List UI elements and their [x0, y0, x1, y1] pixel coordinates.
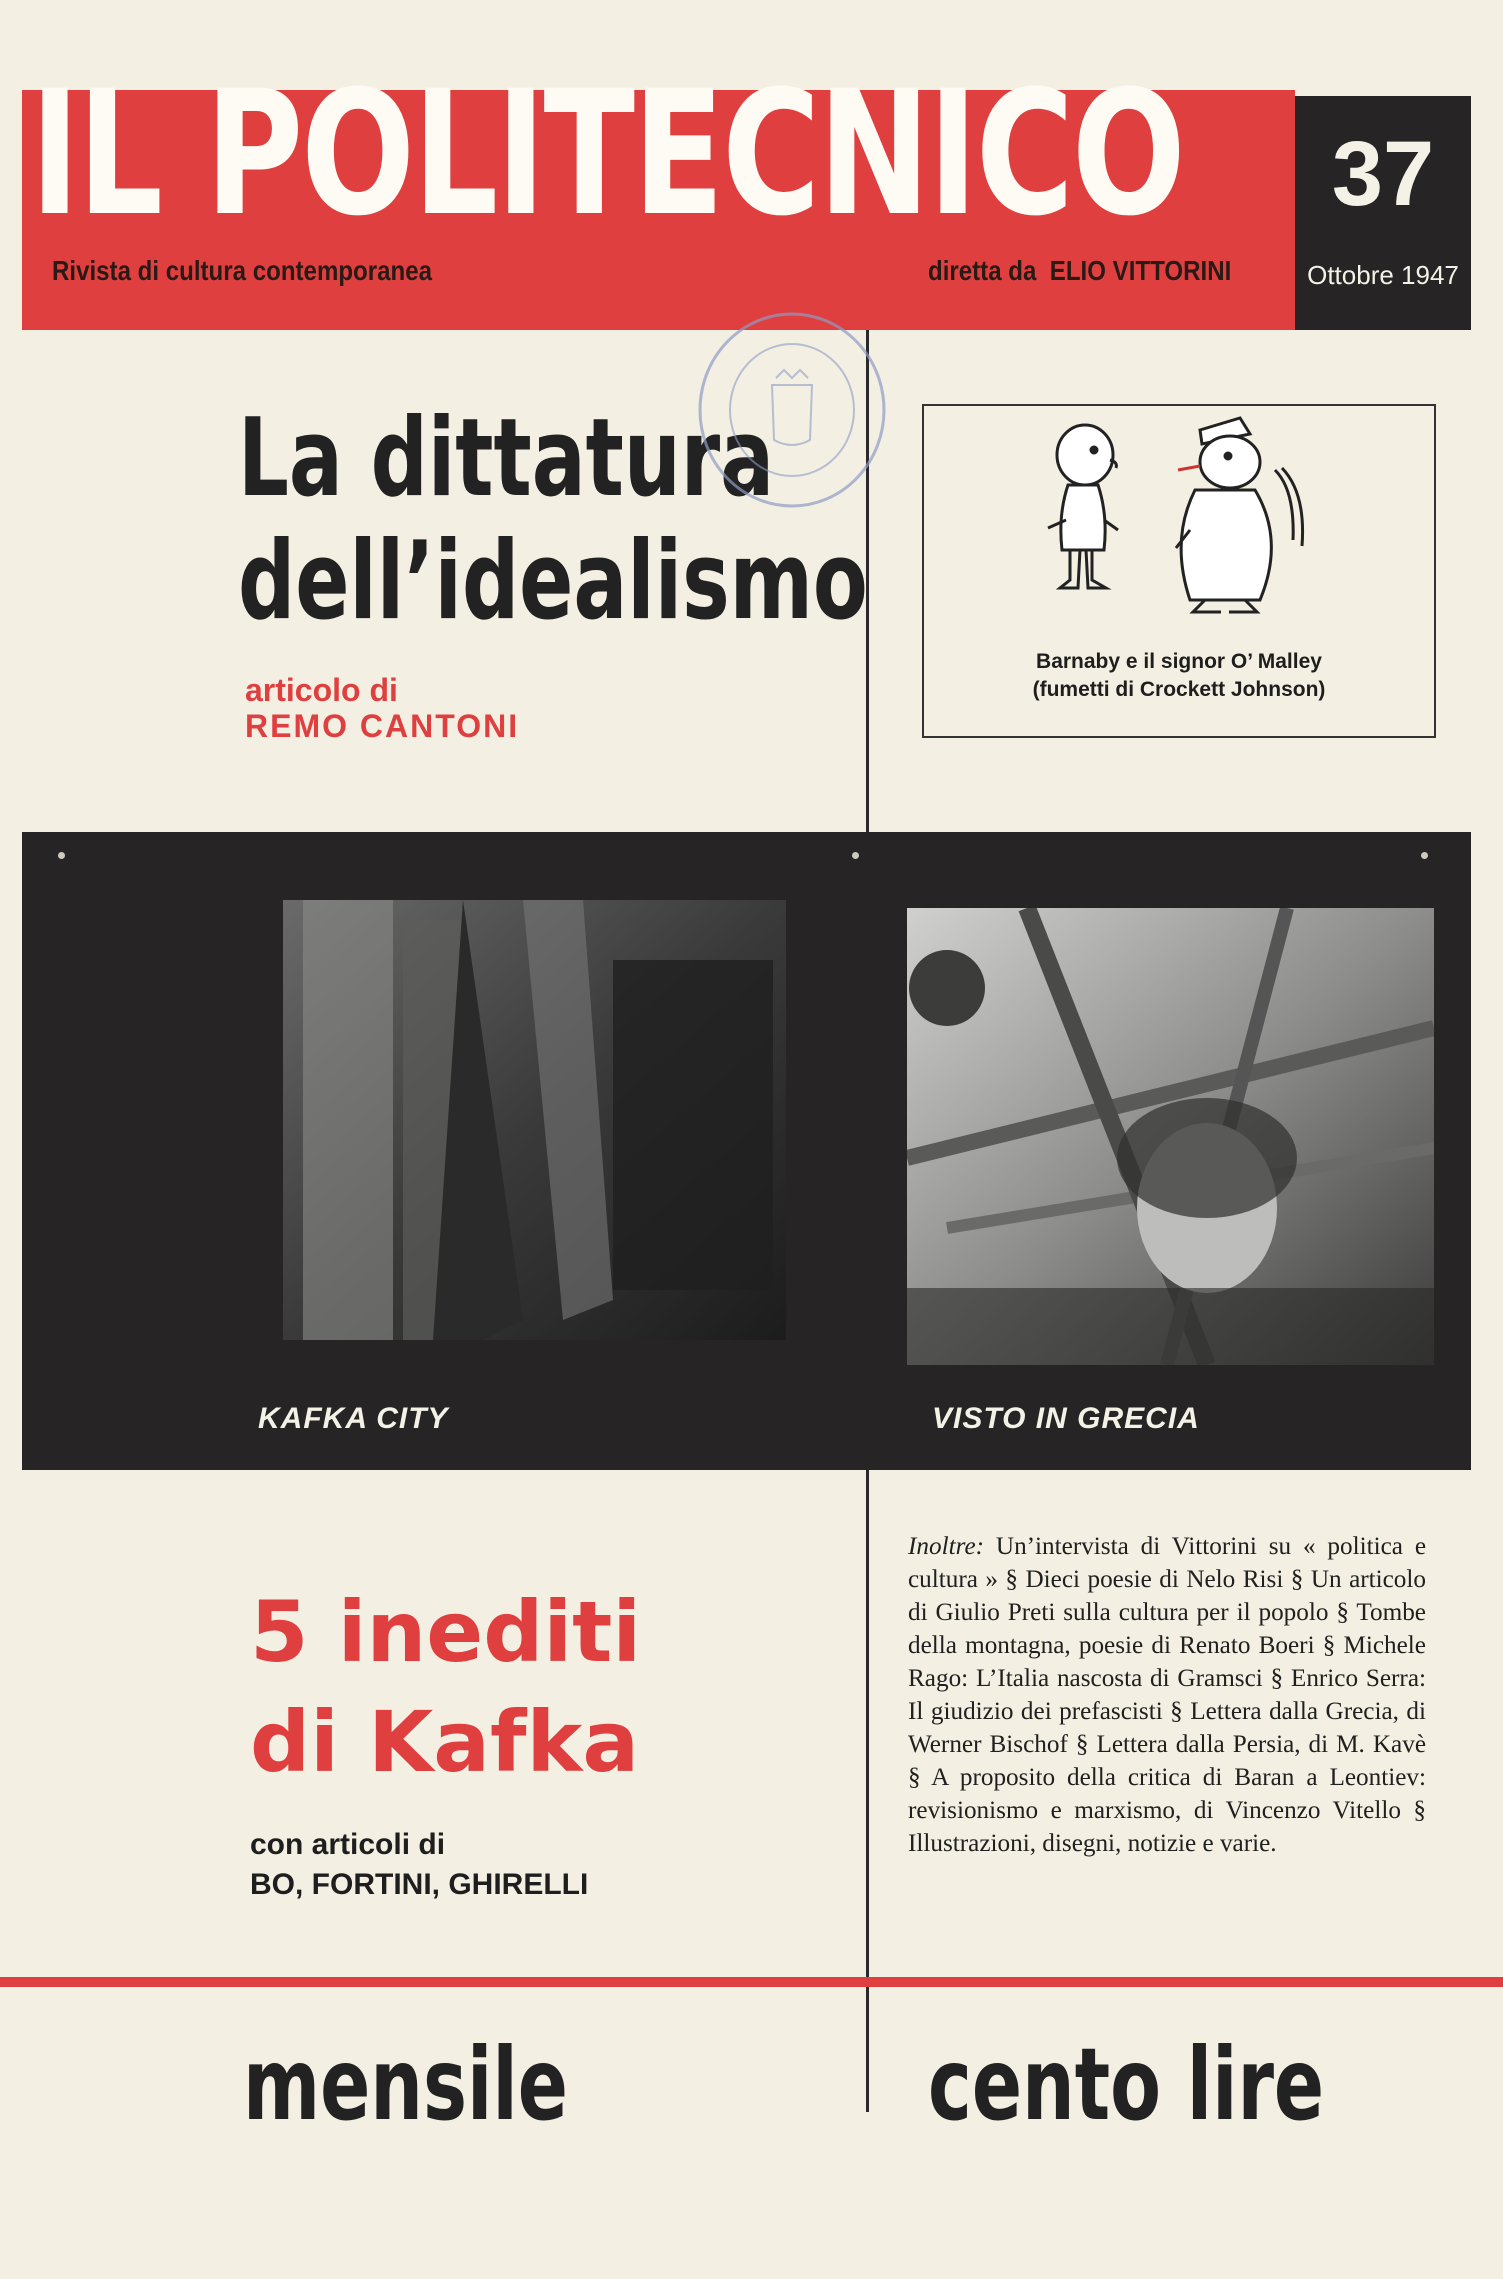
lead-byline-prefix: articolo di	[245, 672, 398, 708]
registration-dot	[852, 852, 859, 859]
kafka-byline-prefix: con articoli di	[250, 1828, 446, 1861]
contents-text: Un’intervista di Vittorini su « politica e cultura » § Dieci poesie di Nelo Risi § Un articolo di Giulio Preti sulla cultura per il popolo § Tombe della montagna, poesie di Renato Boeri § Michele Rago: L’Italia nascosta di Gramsci § Enrico Serra: Il giudizio dei prefascisti § Lettera dalla Grecia, di Werner Bischof § Lettera dalla Persia, di M. Kavè § A proposito della critica di Baran a Leontiev: revisionismo e marxismo, di Vincenzo Vitello § Illustrazioni, disegni, notizie e varie.	[908, 1533, 1427, 1857]
footer-red-rule	[0, 1977, 1503, 1987]
cartoon-caption-line1: Barnaby e il signor O’ Malley	[1036, 650, 1322, 673]
photo-caption-right: VISTO IN GRECIA	[932, 1402, 1200, 1435]
registration-dot	[58, 852, 65, 859]
photo-caption-left: KAFKA CITY	[258, 1402, 449, 1435]
kafka-authors: BO, FORTINI, GHIRELLI	[250, 1868, 589, 1901]
footer-price: cento lire	[928, 2026, 1325, 2143]
issue-date: Ottobre 1947	[1307, 260, 1459, 290]
cartoon-illustration-icon	[1030, 410, 1330, 630]
photo-visto-in-grecia	[907, 908, 1434, 1365]
issue-number: 37	[1331, 123, 1435, 225]
kafka-title-line1: 5 inediti	[250, 1583, 642, 1681]
cartoon-caption-line2: (fumetti di Crockett Johnson)	[1032, 678, 1326, 701]
lead-title-line2: dell’idealismo	[238, 519, 868, 644]
masthead-title: IL POLITECNICO	[30, 53, 1184, 254]
masthead-director	[928, 255, 1231, 287]
director-name: ELIO VITTORINI	[1049, 255, 1232, 286]
lead-title-line1: La dittatura	[238, 396, 775, 521]
contents-paragraph	[908, 1530, 1426, 1860]
masthead-subtitle: Rivista di cultura contemporanea	[52, 255, 433, 286]
lead-author: REMO CANTONI	[245, 708, 520, 744]
registration-dot	[1421, 852, 1428, 859]
director-prefix: diretta da	[928, 255, 1037, 286]
photo-kafka-city	[283, 900, 786, 1340]
kafka-title-line2: di Kafka	[250, 1693, 640, 1791]
library-stamp-icon	[692, 300, 892, 520]
footer-periodicity: mensile	[243, 2026, 568, 2143]
contents-lead: Inoltre:	[908, 1533, 985, 1560]
